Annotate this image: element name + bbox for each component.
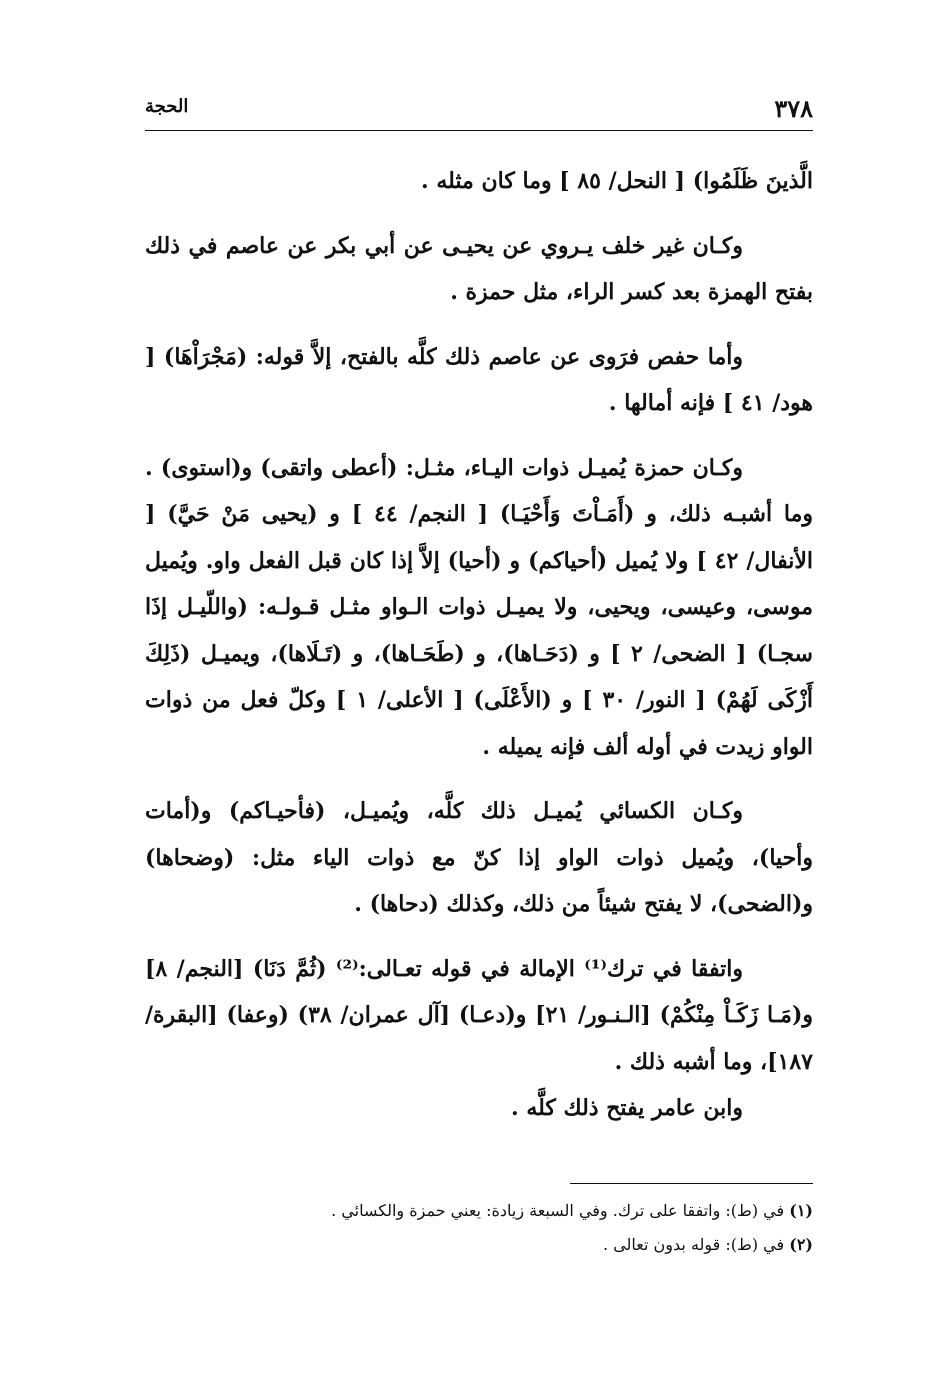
page-number: ٣٧٨ xyxy=(774,94,813,123)
paragraph-4: وكـان حمزة يُميـل ذوات اليـاء، مثـل: (أعطى واتقى) و(استوى) . وما أشبـه ذلك، و (أَمَـاْتَ وَأَحْيَـا) [ النجم/ ٤٤ ] و (يحيى مَنْ حَيَّ) [ الأنفال/ ٤٢ ] ولا يُميل (أحياكم) و (أحيا) إلاَّ إذا كان قبل الفعل واو. ويُميل موسى، وعيسى، ويحيى، ولا يميـل ذوات الـواو مثـل قـولـه: (واللّيـل إذَا سجـا) [ الضحى/ ٢ ] و (دَحَـاها)، و (طَحَـاها)، و (تَـلَاها)، ويميـل (ذَلِكَ أَزْكَى لَهُمْ) [ النور/ ٣٠ ] و (الأَعْلَى) [ الأعلى/ ١ ] وكلّ فعل من ذوات الواو زيدت في أوله ألف فإنه يميله . xyxy=(145,454,814,760)
footnote-1-text: في (ط): واتفقا على ترك. وفي السبعة زيادة: يعني حمزة والكسائي . xyxy=(331,1201,785,1220)
footnote-1-marker: (١) xyxy=(789,1201,813,1220)
paragraph-3: وأما حفص فرَوى عن عاصم ذلك كلَّه بالفتح، إلاَّ قوله: (مَجْرَاْهَا) [ هود/ ٤١ ] فإنه أمالها . xyxy=(145,343,813,416)
footnote-2-text: في (ط): قوله بدون تعالى . xyxy=(603,1235,785,1254)
footnote-2 xyxy=(145,1228,813,1262)
paragraph-5: وكـان الكسائي يُميـل ذلك كلَّه، ويُميـل، (فأحيـاكم) و(أمات وأحيا)، ويُميل ذوات الواو إذا كنّ مع ذوات الياء مثل: (وضحاها) و(الضحى)، لا يفتح شيئاً من ذلك، وكذلك (دحاها) . xyxy=(145,798,813,917)
body-text xyxy=(145,158,813,1132)
paragraph-7: وابن عامر يفتح ذلك كلَّه . xyxy=(511,1095,743,1121)
footnote-divider xyxy=(570,1183,813,1184)
footnote-1 xyxy=(145,1194,813,1228)
paragraph-6: واتفقا في ترك⁽¹⁾ الإمالة في قوله تعـالى:⁽²⁾ (ثُمَّ دَنَا) [النجم/ ٨] و(مَـا زَكَـاْ مِنْكُمْ) [الـنـور/ ٢١] و(دعـا) [آل عمران/ ٣٨) (وعفا) [البقرة/ ١٨٧]، وما أشبه ذلك . xyxy=(145,955,813,1075)
paragraph-2: وكـان غير خلف يـروي عن يحيـى عن أبي بكر عن عاصم في ذلك بفتح الهمزة بعد كسر الراء، مثل حمزة . xyxy=(145,232,813,305)
running-head: الحجة xyxy=(145,96,189,117)
paragraph-1: الَّذينَ ظَلَمُوا) [ النحل/ ٨٥ ] وما كان مثله . xyxy=(421,168,813,194)
page-header xyxy=(145,94,813,131)
footnote-2-marker: (٢) xyxy=(789,1235,813,1254)
footnotes xyxy=(145,1194,813,1262)
